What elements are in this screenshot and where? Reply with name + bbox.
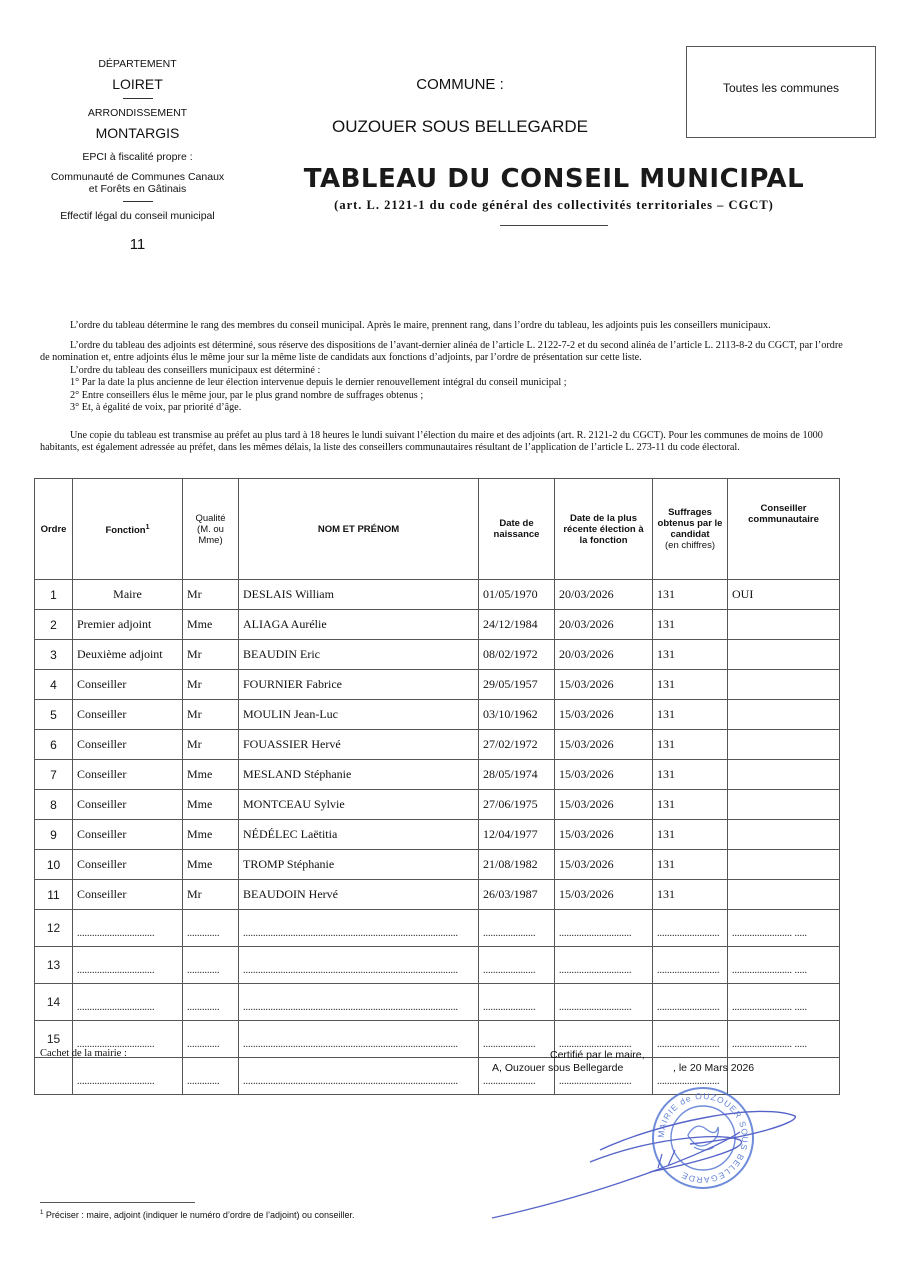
header-communautaire: Conseiller communautaire [728,479,840,580]
cell-fonction-blank: ............................... [73,910,183,947]
certification-place: A, Ouzouer sous Bellegarde [492,1062,624,1074]
table-row-empty [35,984,840,1021]
title-divider [500,225,608,226]
divider [123,98,153,99]
rule-3: 3° Et, à égalité de voix, par priorité d’âge. [70,402,242,413]
cell-naissance: 27/06/1975 [479,790,555,820]
cell-election: 15/03/2026 [555,850,653,880]
cell-communautaire-blank: ........................ ..... [728,910,840,947]
table-row [35,670,840,700]
cell-suffrages-blank: ......................... [653,1021,728,1058]
cell-nom: DESLAIS William [239,580,479,610]
cell-qualite: Mme [183,790,239,820]
cell-fonction: Conseiller [73,790,183,820]
cell-suffrages: 131 [653,790,728,820]
cell-qualite: Mme [183,820,239,850]
cell-qualite: Mr [183,700,239,730]
cell-nom-blank: ...................................................................................... [239,984,479,1021]
table-header-row [35,479,840,580]
cell-fonction-blank: ............................... [73,947,183,984]
cell-qualite: Mr [183,880,239,910]
commune-name: OUZOUER SOUS BELLEGARDE [331,117,588,136]
cell-qualite: Mme [183,610,239,640]
cell-ordre: 3 [35,640,73,670]
cell-communautaire [728,610,840,640]
cell-qualite: Mr [183,580,239,610]
cell-communautaire [728,670,840,700]
cell-communautaire [728,730,840,760]
rule-1: 1° Par la date la plus ancienne de leur élection intervenue depuis le dernier renouvellement intégral du conseil municipal ; [70,377,567,388]
cell-nom-blank: ...................................................................................... [239,910,479,947]
cell-communautaire [728,880,840,910]
cell-suffrages: 131 [653,640,728,670]
cell-fonction: Conseiller [73,670,183,700]
cell-suffrages: 131 [653,850,728,880]
cell-fonction: Conseiller [73,730,183,760]
certification-date: , le 20 Mars 2026 [673,1062,755,1074]
cell-qualite: Mr [183,640,239,670]
cell-election: 15/03/2026 [555,820,653,850]
header-naissance: Date de naissance [479,479,555,580]
cell-qualite: Mr [183,670,239,700]
cell-election: 20/03/2026 [555,640,653,670]
cell-ordre: 1 [35,580,73,610]
effectif-value: 11 [129,236,146,253]
cell-communautaire-blank: ........................ ..... [728,947,840,984]
footnote-divider [40,1202,195,1203]
cell-nom: FOURNIER Fabrice [239,670,479,700]
cell-ordre: 2 [35,610,73,640]
header-suffrages: Suffrages obtenus par le candidat (en chiffres) [653,479,728,580]
cell-election-blank: ............................. [555,1021,653,1058]
divider [123,201,153,202]
scope-box [686,46,876,138]
table-row [35,820,840,850]
table-row [35,760,840,790]
cell-qualite-blank: ............. [183,910,239,947]
departement-value: LOIRET [112,76,163,92]
cell-qualite-blank: ............. [183,984,239,1021]
footnote: $^1$ Préciser : maire, adjoint (indiquer le numéro d’ordre de l’adjoint) ou conseiller. [40,1210,355,1220]
cachet-label: Cachet de la mairie : [40,1048,127,1059]
cell-naissance: 12/04/1977 [479,820,555,850]
cell-ordre: 5 [35,700,73,730]
table-row [35,730,840,760]
cell-communautaire-blank: ........................ ..... [728,1021,840,1058]
paragraph-conseillers: L’ordre du tableau des conseillers municipaux est déterminé : [70,364,321,376]
cell-fonction: Premier adjoint [73,610,183,640]
arrondissement-label: ARRONDISSEMENT [87,107,188,119]
epci-line1: Communauté de Communes Canaux [50,171,225,183]
epci-line2: et Forêts en Gâtinais [88,183,187,195]
arrondissement-value: MONTARGIS [95,125,180,141]
page-title: TABLEAU DU CONSEIL MUNICIPAL [303,164,805,194]
cell-communautaire-blank: ........................ ..... [728,984,840,1021]
cell-nom: BEAUDIN Eric [239,640,479,670]
cell-communautaire [728,850,840,880]
cell-election: 20/03/2026 [555,580,653,610]
cell-suffrages: 131 [653,700,728,730]
cell-naissance: 27/02/1972 [479,730,555,760]
cell-nom: MOULIN Jean-Luc [239,700,479,730]
cell-suffrages-blank: ......................... [653,910,728,947]
cell-suffrages: 131 [653,820,728,850]
table-row [35,580,840,610]
cell-nom: BEAUDOIN Hervé [239,880,479,910]
cell-ordre: 12 [35,910,73,947]
cell-election: 15/03/2026 [555,730,653,760]
stamp-text: MAIRIE de OUZOUER SOUS BELLEGARDE [655,1090,751,1186]
commune-label: COMMUNE : [416,76,504,93]
cell-election: 15/03/2026 [555,700,653,730]
cell-election: 15/03/2026 [555,880,653,910]
cell-nom: ALIAGA Aurélie [239,610,479,640]
header-qualite: Qualité (M. ou Mme) [183,479,239,580]
cell-ordre: 15 [35,1021,73,1058]
cell-communautaire [728,760,840,790]
cell-naissance-blank: ..................... [479,947,555,984]
cell-election: 15/03/2026 [555,760,653,790]
cell-naissance: 21/08/1982 [479,850,555,880]
scope-text: Toutes les communes [722,81,840,95]
cell-communautaire: OUI [728,580,840,610]
administrative-info [40,58,235,253]
cell-fonction: Deuxième adjoint [73,640,183,670]
cell-suffrages: 131 [653,580,728,610]
cell-suffrages-blank: ......................... [653,984,728,1021]
cell-fonction: Conseiller [73,700,183,730]
cell-suffrages: 131 [653,610,728,640]
table-row [35,850,840,880]
cell-naissance: 01/05/1970 [479,580,555,610]
page-subtitle: (art. L. 2121-1 du code général des collectivités territoriales – CGCT) [334,198,774,212]
cell-nom: NÉDÉLEC Laëtitia [239,820,479,850]
cell-ordre: 8 [35,790,73,820]
cell-communautaire [728,640,840,670]
cell-naissance: 26/03/1987 [479,880,555,910]
paragraph-adjoints: L’ordre du tableau des adjoints est déterminé, sous réserve des dispositions de l’avant-dernier alinéa de l’article L. 2122-7-2 et du second alinéa de l’article L. 2113-8-2 du CGCT, par l’ordre de nomination et, entre adjoints élus le même jour sur la même liste de candidats aux fonctions d’adjoints, par l’ordre de présentation sur cette liste. [40,339,843,363]
cell-nom: MONTCEAU Sylvie [239,790,479,820]
table-row-empty [35,1021,840,1058]
cell-ordre [35,1058,73,1095]
cell-naissance: 03/10/1962 [479,700,555,730]
cell-election-blank: ............................. [555,947,653,984]
cell-election-blank: ............................. [555,1058,653,1095]
cell-ordre: 11 [35,880,73,910]
cell-ordre: 14 [35,984,73,1021]
cell-naissance: 29/05/1957 [479,670,555,700]
cell-ordre: 10 [35,850,73,880]
cell-suffrages: 131 [653,730,728,760]
cell-nom-blank: ...................................................................................... [239,947,479,984]
cell-fonction: Conseiller [73,820,183,850]
cell-fonction-blank: ............................... [73,1058,183,1095]
cell-fonction-blank: ............................... [73,984,183,1021]
table-row [35,700,840,730]
cell-ordre: 6 [35,730,73,760]
cell-ordre: 13 [35,947,73,984]
table-row-empty [35,910,840,947]
cell-ordre: 9 [35,820,73,850]
epci-label: EPCI à fiscalité propre : [82,151,193,163]
cell-election: 20/03/2026 [555,610,653,640]
effectif-label: Effectif légal du conseil municipal [60,210,215,222]
cell-election-blank: ............................. [555,984,653,1021]
cell-communautaire [728,790,840,820]
paragraph-transmission: Une copie du tableau est transmise au préfet au plus tard à 18 heures le lundi suivant l’élection du maire et des adjoints (art. R. 2121-2 du CGCT). Pour les communes de moins de 1000 habitants, est également adressée au préfet, dans les mêmes délais, la liste des conseillers communautaires résultant de l’application de l’article L. 273-11 du code électoral. [40,429,823,453]
header-election: Date de la plus récente élection à la fonction [555,479,653,580]
cell-qualite-blank: ............. [183,1021,239,1058]
cell-naissance-blank: ..................... [479,910,555,947]
certification-label: Certifié par le maire, [550,1049,645,1061]
cell-communautaire [728,820,840,850]
header-fonction: Fonction$^1$ [73,479,183,580]
cell-nom: TROMP Stéphanie [239,850,479,880]
cell-qualite-blank: ............. [183,1058,239,1095]
cell-suffrages-blank: ......................... [653,947,728,984]
table-row [35,880,840,910]
cell-naissance-blank: ..................... [479,1058,555,1095]
cell-fonction: Conseiller [73,850,183,880]
cell-election: 15/03/2026 [555,670,653,700]
cell-naissance: 24/12/1984 [479,610,555,640]
council-table [34,478,840,1095]
cell-nom-blank: ...................................................................................... [239,1021,479,1058]
mayor-signature [490,1092,800,1222]
cell-suffrages: 131 [653,760,728,790]
cell-suffrages: 131 [653,880,728,910]
cell-election: 15/03/2026 [555,790,653,820]
cell-ordre: 7 [35,760,73,790]
paragraph-rank: L’ordre du tableau détermine le rang des membres du conseil municipal. Après le maire, prennent rang, dans l’ordre du tableau, les adjoints puis les conseillers municipaux. [70,320,771,331]
departement-label: DÉPARTEMENT [98,58,177,70]
cell-nom: FOUASSIER Hervé [239,730,479,760]
cell-fonction: Conseiller [73,760,183,790]
rule-2: 2° Entre conseillers élus le même jour, par le plus grand nombre de suffrages obtenus ; [70,389,424,401]
cell-naissance: 08/02/1972 [479,640,555,670]
cell-qualite: Mme [183,760,239,790]
cell-qualite: Mme [183,850,239,880]
table-row [35,790,840,820]
cell-naissance-blank: ..................... [479,1021,555,1058]
explanatory-text [40,320,850,455]
cell-qualite: Mr [183,730,239,760]
header-ordre: Ordre [35,479,73,580]
cell-naissance: 28/05/1974 [479,760,555,790]
cell-fonction-blank: ............................... [73,1021,183,1058]
cell-communautaire [728,700,840,730]
cell-nom-blank: ...................................................................................... [239,1058,479,1095]
table-row [35,640,840,670]
cell-ordre: 4 [35,670,73,700]
cell-qualite-blank: ............. [183,947,239,984]
table-row-empty [35,947,840,984]
cell-naissance-blank: ..................... [479,984,555,1021]
cell-fonction: Maire [73,580,183,610]
cell-nom: MESLAND Stéphanie [239,760,479,790]
table-row [35,610,840,640]
cell-fonction: Conseiller [73,880,183,910]
cell-suffrages: 131 [653,670,728,700]
cell-election-blank: ............................. [555,910,653,947]
header-nom: NOM ET PRÉNOM [239,479,479,580]
cell-suffrages-blank: ......................... [653,1058,728,1095]
